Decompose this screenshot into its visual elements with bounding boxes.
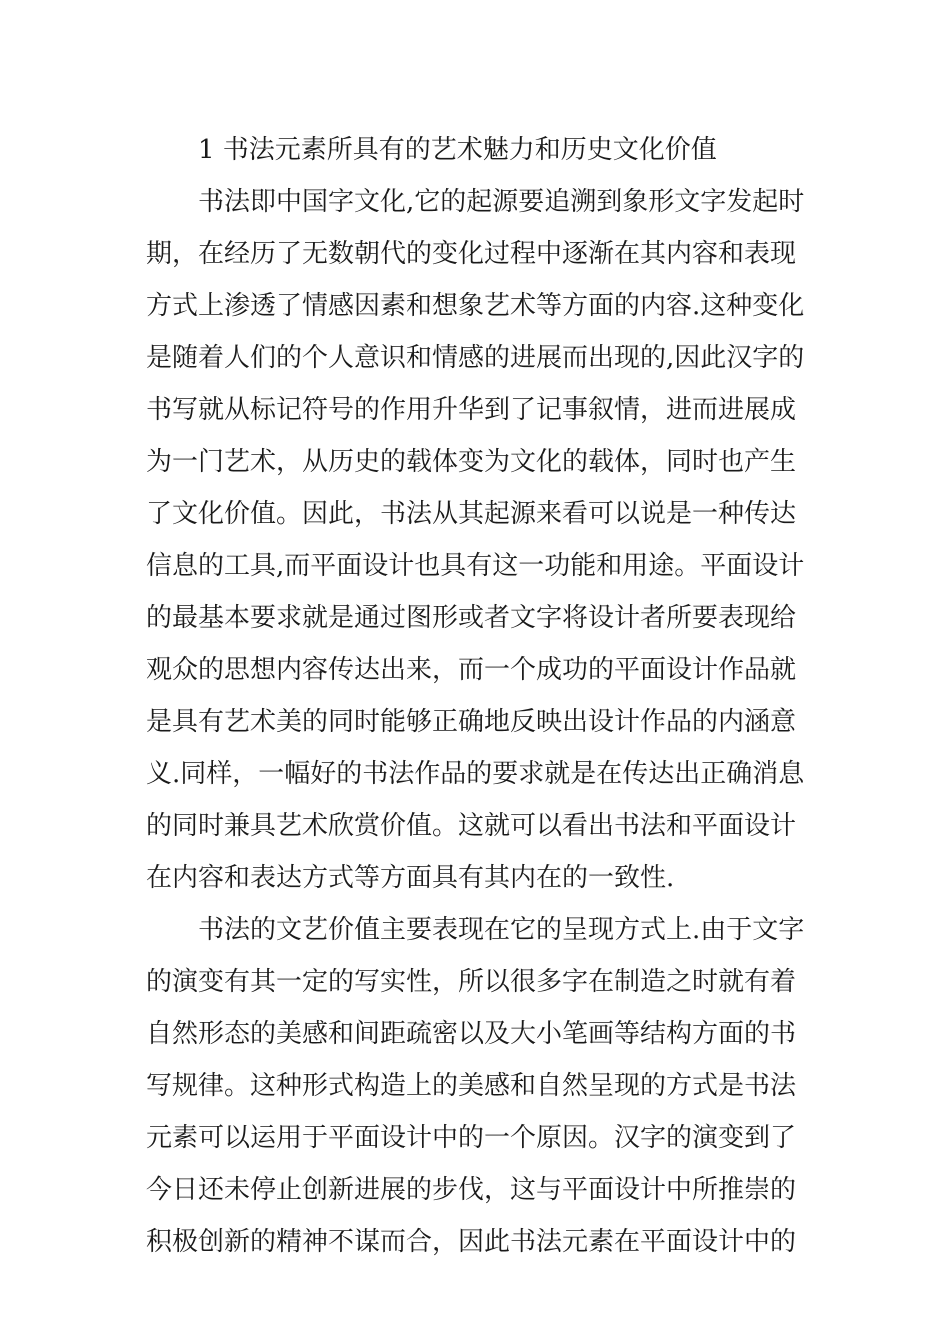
paragraph-line: 期，在经历了无数朝代的变化过程中逐渐在其内容和表现 bbox=[146, 239, 797, 269]
paragraph-line: 是随着人们的个人意识和情感的进展而出现的,因此汉字的 bbox=[146, 343, 805, 373]
paragraph-line: 信息的工具,而平面设计也具有这一功能和用途。平面设计 bbox=[146, 551, 805, 581]
paragraph-line: 观众的思想内容传达出来，而一个成功的平面设计作品就 bbox=[146, 655, 797, 685]
paragraph-line: 的演变有其一定的写实性，所以很多字在制造之时就有着 bbox=[146, 967, 797, 997]
section-heading: 1 书法元素所具有的艺术魅力和历史文化价值 bbox=[198, 135, 717, 165]
paragraph-line: 积极创新的精神不谋而合，因此书法元素在平面设计中的 bbox=[146, 1227, 797, 1257]
paragraph-line: 书法的文艺价值主要表现在它的呈现方式上.由于文字 bbox=[198, 915, 805, 945]
paragraph-line: 书法即中国字文化,它的起源要追溯到象形文字发起时 bbox=[198, 187, 805, 217]
paragraph-line: 元素可以运用于平面设计中的一个原因。汉字的演变到了 bbox=[146, 1123, 797, 1153]
paragraph-line: 书写就从标记符号的作用升华到了记事叙情，进而进展成 bbox=[146, 395, 797, 425]
paragraph-line: 自然形态的美感和间距疏密以及大小笔画等结构方面的书 bbox=[146, 1019, 797, 1049]
paragraph-line: 是具有艺术美的同时能够正确地反映出设计作品的内涵意 bbox=[146, 707, 797, 737]
paragraph-line: 写规律。这种形式构造上的美感和自然呈现的方式是书法 bbox=[146, 1071, 797, 1101]
paragraph-line: 方式上渗透了情感因素和想象艺术等方面的内容.这种变化 bbox=[146, 291, 805, 321]
paragraph-line: 的同时兼具艺术欣赏价值。这就可以看出书法和平面设计 bbox=[146, 811, 797, 841]
paragraph-line: 今日还未停止创新进展的步伐，这与平面设计中所推崇的 bbox=[146, 1175, 797, 1205]
paragraph-line: 在内容和表达方式等方面具有其内在的一致性. bbox=[146, 863, 675, 893]
paragraph-line: 了文化价值。因此，书法从其起源来看可以说是一种传达 bbox=[146, 499, 797, 529]
paragraph-line: 为一门艺术，从历史的载体变为文化的载体，同时也产生 bbox=[146, 447, 797, 477]
paragraph-line: 义.同样，一幅好的书法作品的要求就是在传达出正确消息 bbox=[146, 759, 805, 789]
paragraph-line: 的最基本要求就是通过图形或者文字将设计者所要表现给 bbox=[146, 603, 797, 633]
